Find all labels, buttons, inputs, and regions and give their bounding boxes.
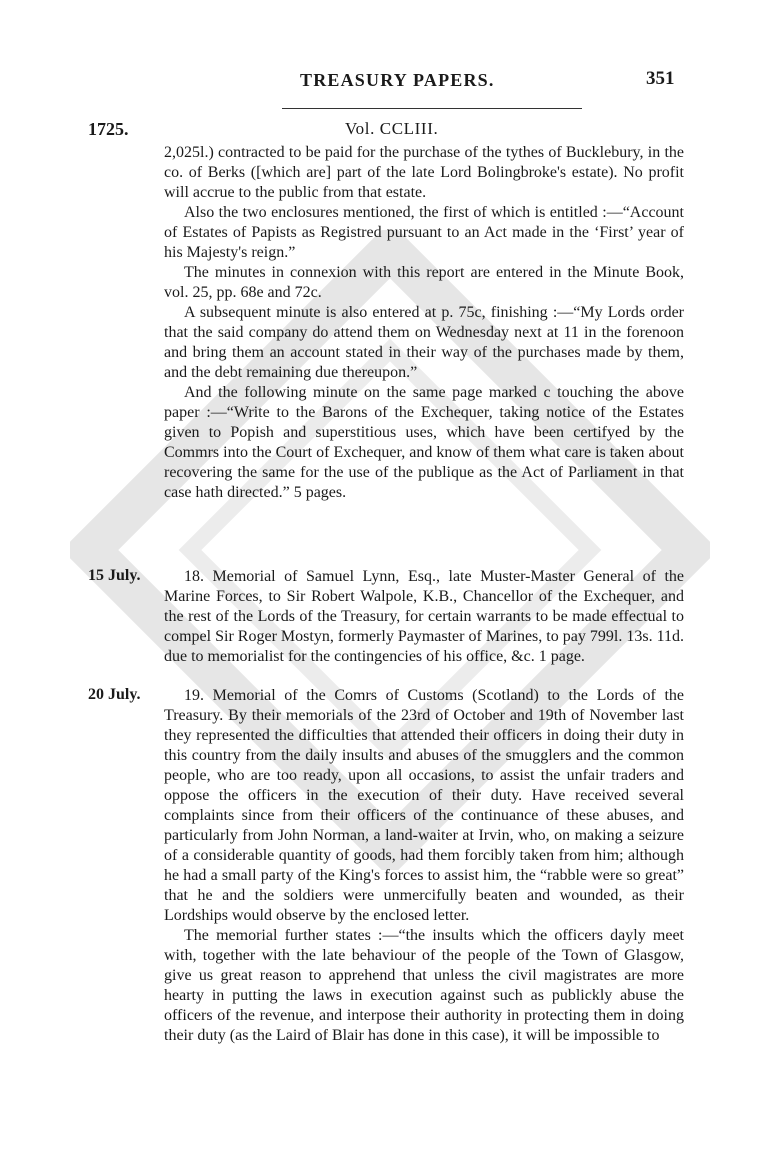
entry-text: 18. Memorial of Samuel Lynn, Esq., late Muster-Master General of the Marine Forces, to Sir Robert Walpole, K.B., Chancellor of the Exchequer, and the rest of the Lords of the Treasury, for certain warrants to be made effectual to compel Sir Roger Mostyn, formerly Paymaster of Marines, to pay 799l. 13s. 11d. due to memorialist for the contingencies of his office, &c. 1 page. — [164, 568, 684, 665]
running-head — [0, 70, 768, 96]
page-number: 351 — [646, 68, 675, 89]
intro-text — [164, 143, 684, 503]
intro-paragraph: A subsequent minute is also entered at p. 75c, finishing :—“My Lords order that the said company do attend them on Wednesday next at 11 in the forenoon and bring them an account stated in their way of the purchases made by them, and the debt remaining due thereupon.” — [164, 304, 684, 381]
intro-paragraph: Also the two enclosures mentioned, the first of which is entitled :—“Account of Estates of Papists as Registred pursuant to an Act made in the ‘First’ year of his Majesty's reign.” — [164, 204, 684, 261]
volume-label: Vol. CCLIII. — [345, 119, 439, 138]
intro-paragraph: And the following minute on the same page marked c touching the above paper :—“Write to the Barons of the Exchequer, taking notice of the Estates given to Popish and superstitious uses, which have been certifyed by the Commrs into the Court of Exchequer, and know of them what care is taken about recovering the same for the use of the publique as the Act of Parliament in that case hath directed.” 5 pages. — [164, 384, 684, 501]
running-title: TREASURY PAPERS. — [300, 70, 495, 90]
year-label: 1725. — [88, 119, 129, 139]
header-rule — [282, 108, 582, 109]
intro-paragraph: The minutes in connexion with this report are entered in the Minute Book, vol. 25, pp. 68e and 72c. — [164, 264, 684, 301]
intro-paragraph: 2,025l.) contracted to be paid for the purchase of the tythes of Bucklebury, in the co. of Berks ([which are] part of the late Lord Bolingbroke's estate). No profit will accrue to the public from that estate. — [164, 144, 684, 201]
entry-date: 20 July. — [88, 686, 141, 703]
entry-text-continued: The memorial further states :—“the insults which the officers dayly meet with, together with the late behaviour of the people of the Town of Glasgow, give us great reason to apprehend that unless the civil magistrates are more hearty in putting the laws in execution against such as publickly abuse the officers of the revenue, and interpose their authority in protecting them in doing their duty (as the Laird of Blair has done in this case), it will be impossible to — [164, 927, 684, 1044]
entry-text: 19. Memorial of the Comrs of Customs (Scotland) to the Lords of the Treasury. By their memorials of the 23rd of October and 19th of November last they represented the difficulties that attended their officers in doing their duty in this country from the daily insults and abuses of the smugglers and the common people, who are too ready, upon all occasions, to assist the unfair traders and oppose the officers in the execution of their duty. Have received several complaints since from their officers of the continuance of these abuses, and particularly from John Norman, a land-waiter at Irvin, who, on making a seizure of a considerable quantity of goods, had them forcibly taken from him; although he had a small party of the King's forces to assist him, the “rabble were so great” that he and the soldiers were unmercifully beaten and wounded, as their Lordships would observe by the enclosed letter. — [164, 687, 684, 924]
entry-19 — [164, 686, 684, 1046]
entry-18 — [164, 567, 684, 667]
entry-date: 15 July. — [88, 567, 141, 584]
